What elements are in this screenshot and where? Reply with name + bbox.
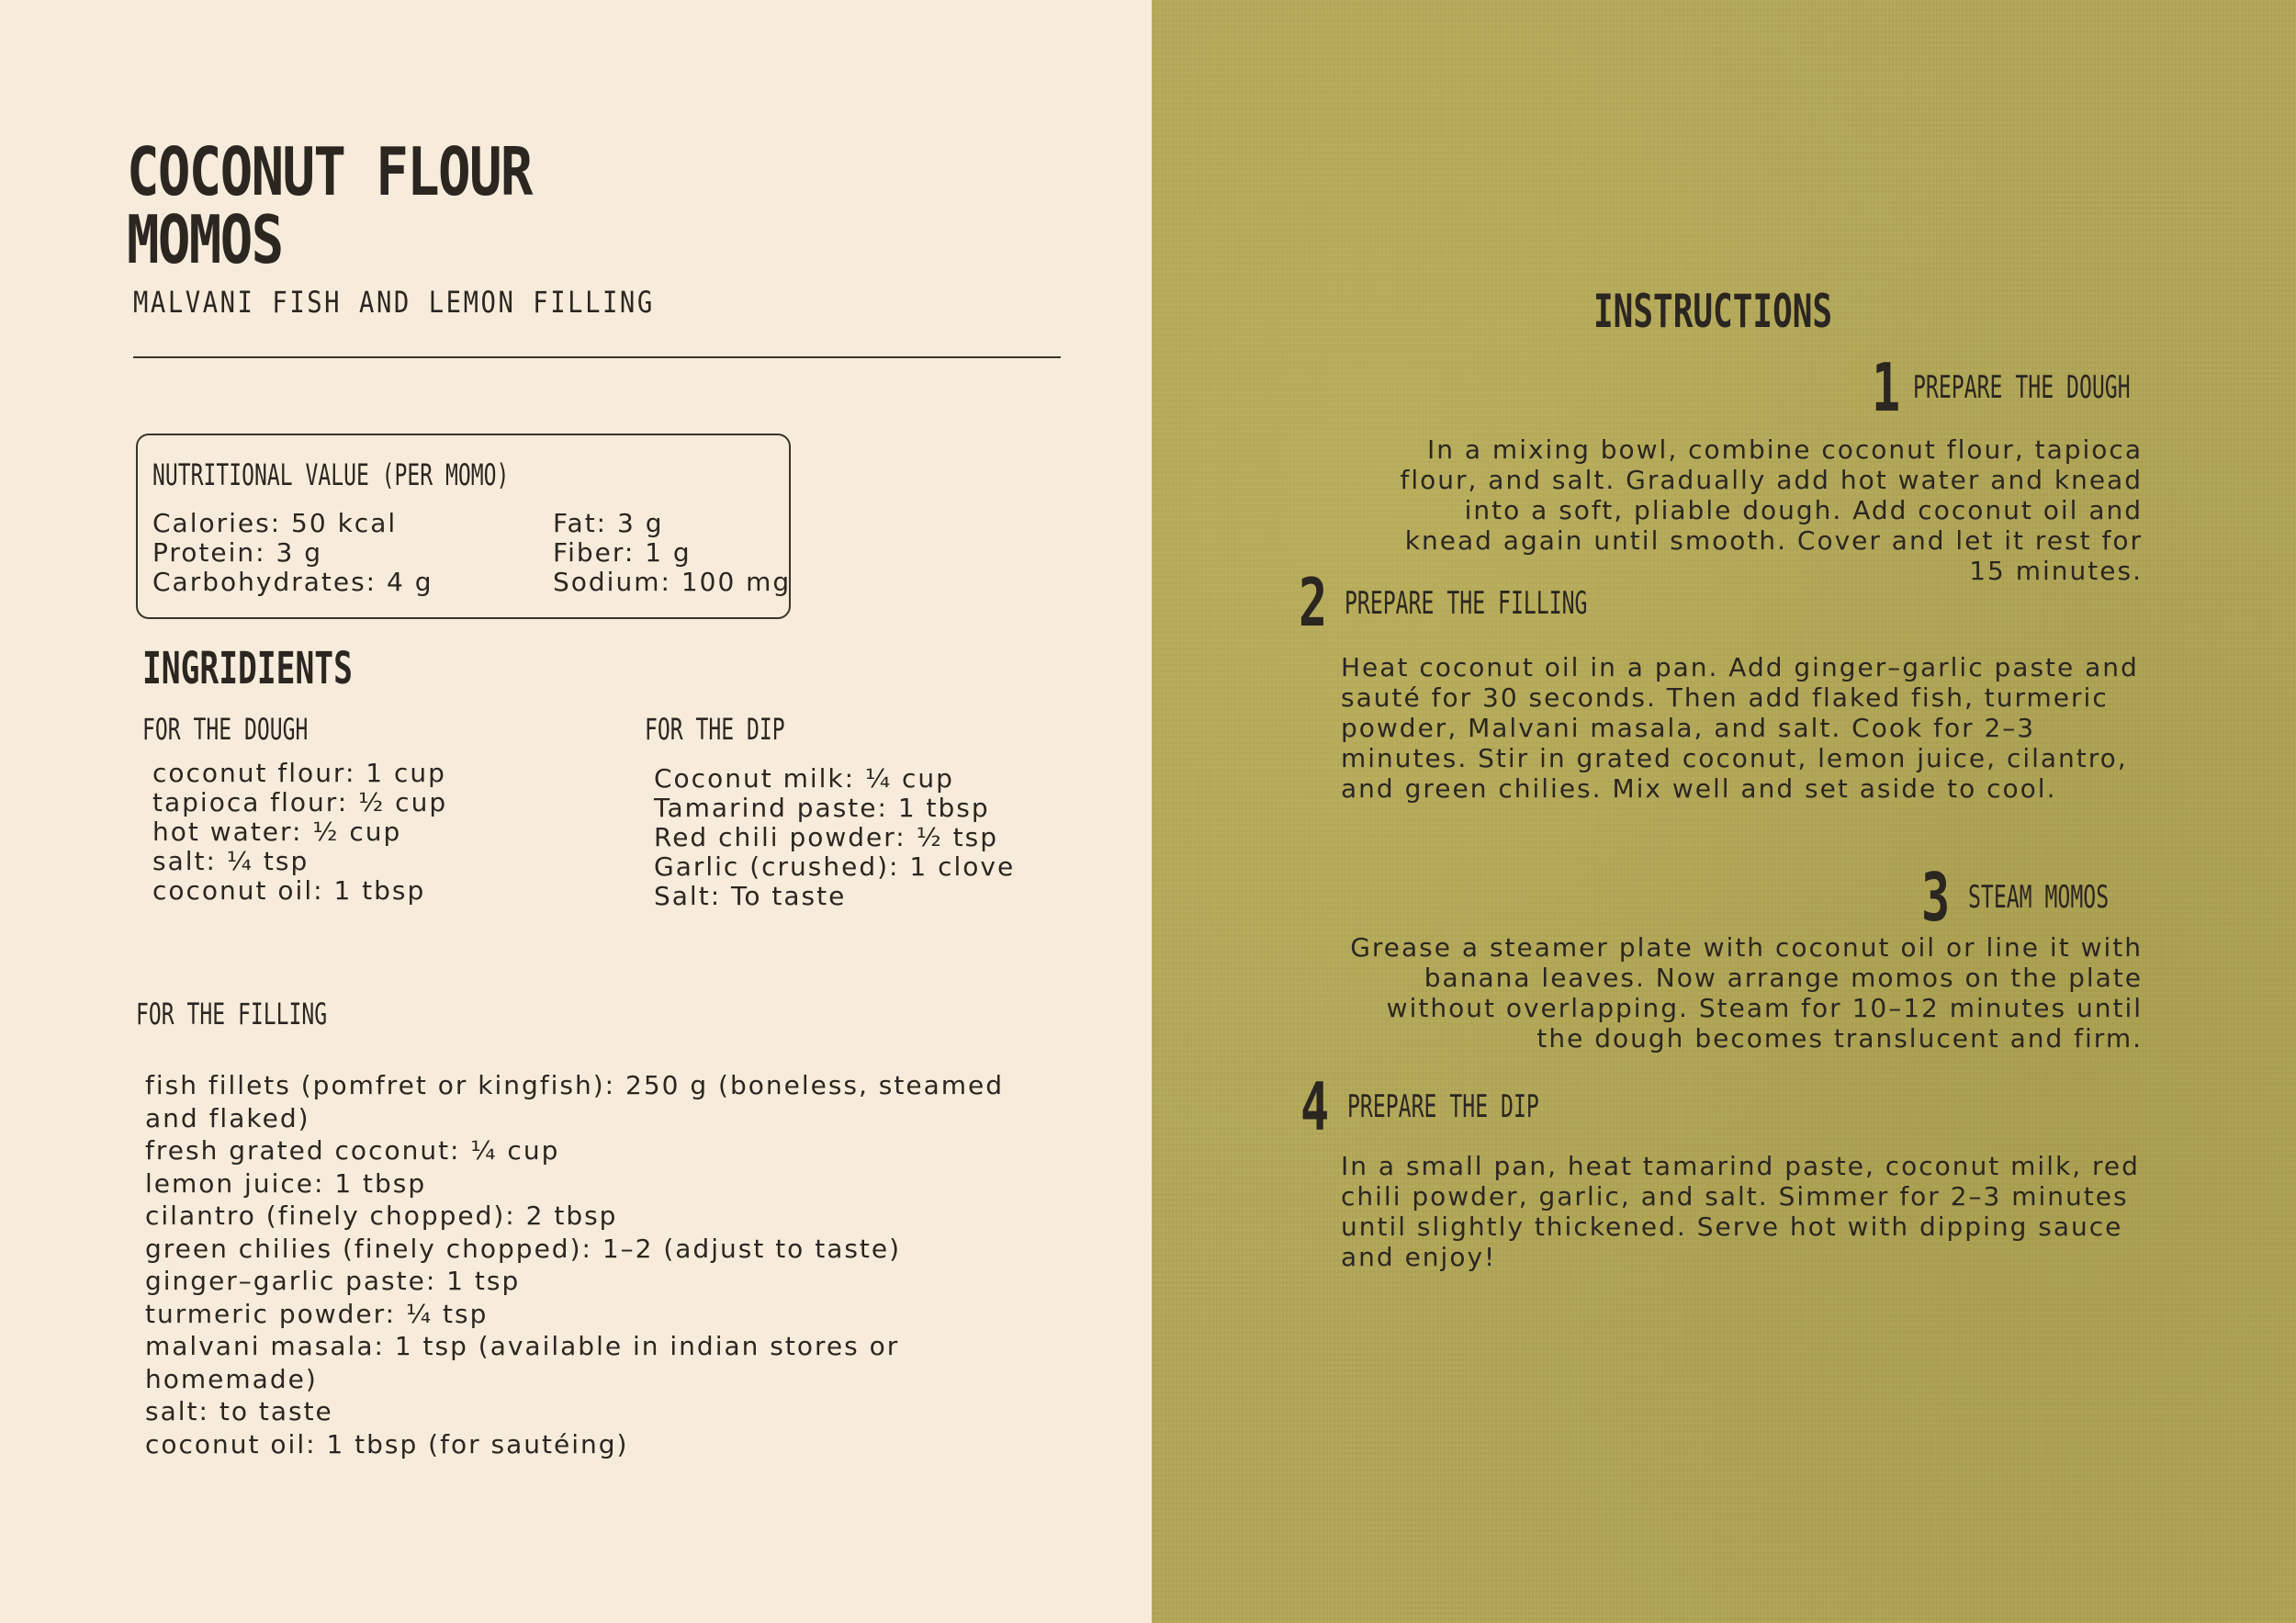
nutrition-box (136, 434, 791, 619)
list-item: ginger–garlic paste: 1 tsp (145, 1266, 521, 1296)
list-item: Tamarind paste: 1 tbsp (654, 793, 990, 823)
step-1-number: 1 (1872, 349, 1901, 426)
nutrition-title: NUTRITIONAL VALUE (PER MOMO) (152, 457, 510, 492)
step-2-label: PREPARE THE FILLING (1345, 585, 1588, 622)
filling-heading: FOR THE FILLING (136, 997, 328, 1031)
list-item: coconut oil: 1 tbsp (for sautéing) (145, 1428, 629, 1460)
list-item: cilantro (finely chopped): 2 tbsp (145, 1200, 618, 1231)
recipe-subtitle: MALVANI FISH AND LEMON FILLING (133, 285, 655, 320)
list-item: malvani masala: 1 tsp (available in indian stores or homemade) (145, 1331, 900, 1394)
dip-heading: FOR THE DIP (645, 712, 785, 747)
nutrition-item: Calories: 50 kcal (152, 508, 398, 538)
list-item: lemon juice: 1 tbsp (145, 1167, 427, 1199)
step-3-text: Grease a steamer plate with coconut oil or line it with banana leaves. Now arrange momos on the plate without overlapping. Steam for 10–12 minutes until the dough becomes translucent and firm. (1350, 932, 2143, 1054)
list-item: hot water: ½ cup (152, 817, 402, 847)
dough-heading: FOR THE DOUGH (142, 712, 309, 747)
instructions-title: INSTRUCTIONS (1593, 285, 1833, 338)
list-item: salt: ¼ tsp (152, 846, 310, 876)
recipe-title (127, 133, 532, 278)
list-item: fresh grated coconut: ¼ cup (145, 1135, 560, 1166)
list-item: Garlic (crushed): 1 clove (654, 851, 1016, 882)
list-item: coconut oil: 1 tbsp (152, 875, 426, 906)
list-item: turmeric powder: ¼ tsp (145, 1298, 489, 1329)
title-line-2: MOMOS (127, 201, 283, 278)
nutrition-column-1 (152, 509, 433, 597)
filling-list (145, 1069, 1064, 1460)
step-2-text: Heat coconut oil in a pan. Add ginger–garlic paste and sauté for 30 seconds. Then add flaked fish, turmeric powder, Malvani masala, and salt. Cook for 2–3 minutes. Stir in grated coconut, lemon juice, cilantro, and green chilies. Mix well and set aside to cool. (1341, 652, 2139, 804)
nutrition-column-2 (553, 509, 791, 597)
step-3-number: 3 (1921, 859, 1951, 936)
dip-list (654, 764, 1015, 911)
list-item: Red chili powder: ½ tsp (654, 822, 999, 852)
title-line-1: COCONUT FLOUR (127, 133, 532, 210)
step-3-label: STEAM MOMOS (1968, 879, 2110, 916)
right-page (1152, 0, 2296, 1623)
step-1-text: In a mixing bowl, combine coconut flour, tapioca flour, and salt. Gradually add hot water and knead into a soft, pliable dough. Add coconut oil and knead again until smooth. Cover and let it rest for 15 minutes. (1400, 434, 2143, 586)
step-4-label: PREPARE THE DIP (1347, 1088, 1539, 1125)
step-1-label: PREPARE THE DOUGH (1913, 369, 2131, 406)
list-item: salt: to taste (145, 1396, 333, 1426)
list-item: fish fillets (pomfret or kingfish): 250 g (boneless, steamed and flaked) (145, 1070, 1005, 1133)
nutrition-item: Fiber: 1 g (553, 537, 692, 568)
list-item: tapioca flour: ½ cup (152, 787, 448, 817)
dough-list (152, 759, 447, 906)
nutrition-item: Sodium: 100 mg (553, 567, 792, 597)
nutrition-item: Carbohydrates: 4 g (152, 567, 433, 597)
nutrition-item: Fat: 3 g (553, 508, 664, 538)
step-4-text: In a small pan, heat tamarind paste, coconut milk, red chili powder, garlic, and salt. Simmer for 2–3 minutes until slightly thickened. Serve hot with dipping sauce and enjoy! (1341, 1151, 2140, 1272)
list-item: Salt: To taste (654, 881, 847, 911)
list-item: Coconut milk: ¼ cup (654, 763, 954, 794)
step-2-number: 2 (1299, 564, 1328, 641)
list-item: coconut flour: 1 cup (152, 758, 446, 788)
nutrition-item: Protein: 3 g (152, 537, 322, 568)
step-4-number: 4 (1300, 1068, 1330, 1145)
title-divider (133, 356, 1061, 358)
list-item: green chilies (finely chopped): 1–2 (adjust to taste) (145, 1233, 902, 1264)
ingredients-title: INGRIDIENTS (142, 643, 353, 694)
